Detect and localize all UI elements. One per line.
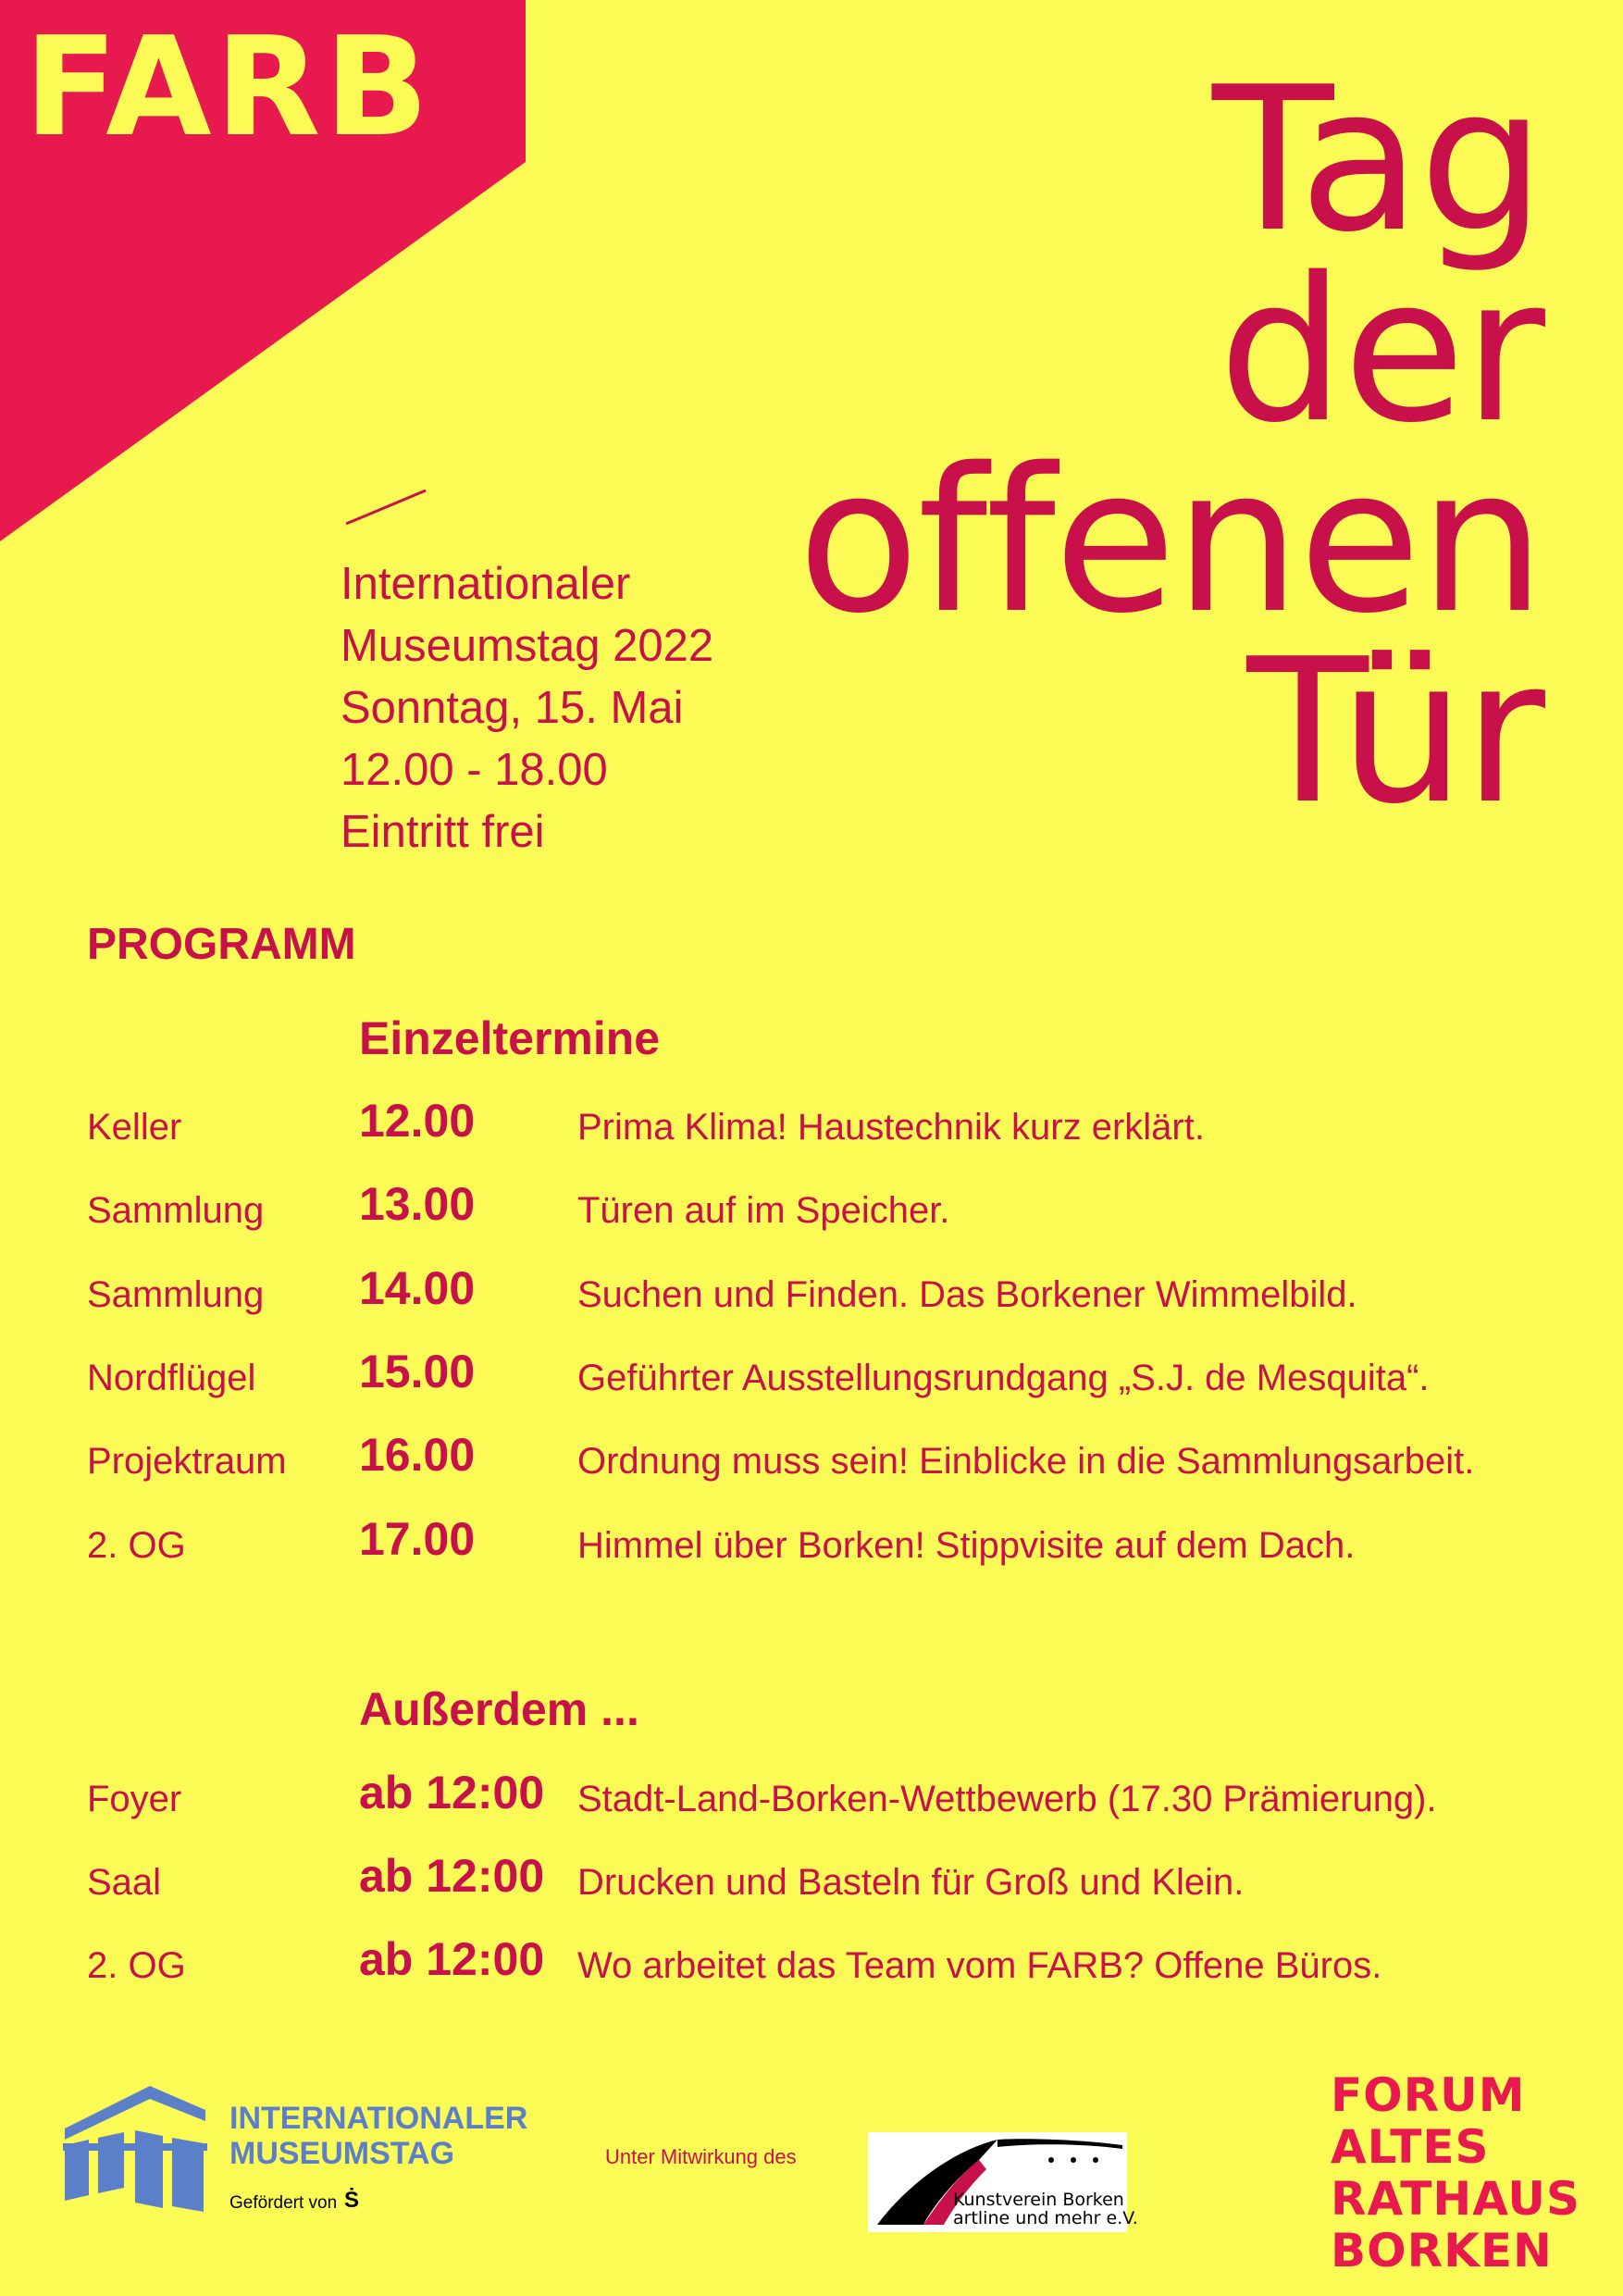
program-description: Prima Klima! Haustechnik kurz erklärt.: [577, 1107, 1205, 1148]
title-line: Tür: [1246, 615, 1543, 848]
main-title: [797, 43, 1543, 848]
kunstverein-logo: [868, 2132, 1138, 2232]
program-row: [0, 1177, 1623, 1242]
forum-altes-rathaus-logo: [1331, 2069, 1580, 2277]
program-row: [0, 1849, 1623, 1914]
event-name-line2: Museumstag 2022: [341, 621, 714, 671]
program-time: 15.00: [359, 1346, 476, 1397]
program-location: 2. OG: [87, 1525, 186, 1566]
program-description: Stadt-Land-Borken-Wettbewerb (17.30 Prämierung).: [577, 1779, 1437, 1819]
cooperation-text: Unter Mitwirkung des: [605, 2145, 797, 2168]
museumstag-line1: INTERNATIONALER: [229, 2101, 528, 2136]
program-time: ab 12:00: [359, 1850, 545, 1902]
program-description: Ordnung muss sein! Einblicke in die Sammlungsarbeit.: [577, 1441, 1475, 1482]
program-row: [0, 1428, 1623, 1493]
event-date: Sonntag, 15. Mai: [341, 683, 684, 733]
title-line: Tag: [1212, 43, 1543, 276]
sparkasse-s-icon: Ṡ: [344, 2188, 360, 2213]
program-description: Suchen und Finden. Das Borkener Wimmelbild.: [577, 1274, 1357, 1315]
program-heading: PROGRAMM: [87, 920, 356, 969]
program-description: Türen auf im Speicher.: [577, 1190, 950, 1231]
farb-block-line: ALTES: [1330, 2120, 1490, 2174]
event-admission: Eintritt frei: [341, 807, 545, 857]
program-location: Projektraum: [87, 1441, 287, 1482]
additional-heading: Außerdem ...: [359, 1683, 639, 1735]
farb-logo: FARB: [24, 7, 433, 167]
farb-block-line: BORKEN: [1330, 2224, 1553, 2277]
program-time: 17.00: [359, 1513, 476, 1565]
program-location: Nordflügel: [87, 1358, 256, 1398]
program-row: [0, 1261, 1623, 1326]
program-description: Geführter Ausstellungsrundgang „S.J. de Mesquita“.: [577, 1358, 1430, 1398]
program-location: Saal: [87, 1862, 162, 1903]
kunstverein-name: Kunstverein Borken: [953, 2190, 1124, 2210]
funded-by-text: Gefördert von: [229, 2193, 338, 2213]
program-time: 16.00: [359, 1429, 476, 1481]
program-description: Drucken und Basteln für Groß und Klein.: [577, 1862, 1245, 1903]
program-time: 14.00: [359, 1262, 476, 1314]
program-row: [0, 1766, 1623, 1831]
program-description: Himmel über Borken! Stippvisite auf dem Dach.: [577, 1525, 1356, 1566]
title-line: offenen: [797, 425, 1543, 657]
event-hours: 12.00 - 18.00: [341, 745, 608, 795]
farb-block-line: RATHAUS: [1330, 2172, 1580, 2226]
program-time: ab 12:00: [359, 1933, 545, 1985]
single-events-heading: Einzeltermine: [359, 1012, 661, 1064]
slash-divider: [344, 489, 427, 526]
program-row: [0, 1345, 1623, 1409]
program-time: 13.00: [359, 1178, 476, 1230]
program-row: [0, 1512, 1623, 1577]
museumstag-logo-text: [229, 2101, 527, 2171]
program-location: Foyer: [87, 1779, 182, 1819]
museumstag-logo-icon: [61, 2084, 209, 2215]
program-location: Sammlung: [87, 1274, 265, 1315]
program-time: 12.00: [359, 1095, 476, 1147]
title-line: der: [1218, 234, 1543, 466]
event-name-line1: Internationaler: [341, 559, 631, 609]
program-row: [0, 1094, 1623, 1159]
program-time: ab 12:00: [359, 1767, 545, 1818]
kunstverein-subtitle: artline und mehr e.V.: [953, 2208, 1138, 2228]
event-info: [341, 553, 713, 863]
program-location: Keller: [87, 1107, 182, 1148]
museumstag-line2: MUSEUMSTAG: [229, 2136, 455, 2171]
farb-block-line: FORUM: [1330, 2068, 1526, 2122]
program-location: 2. OG: [87, 1945, 186, 1986]
program-location: Sammlung: [87, 1190, 265, 1231]
program-description: Wo arbeitet das Team vom FARB? Offene Büros.: [577, 1945, 1382, 1986]
program-row: [0, 1932, 1623, 1997]
